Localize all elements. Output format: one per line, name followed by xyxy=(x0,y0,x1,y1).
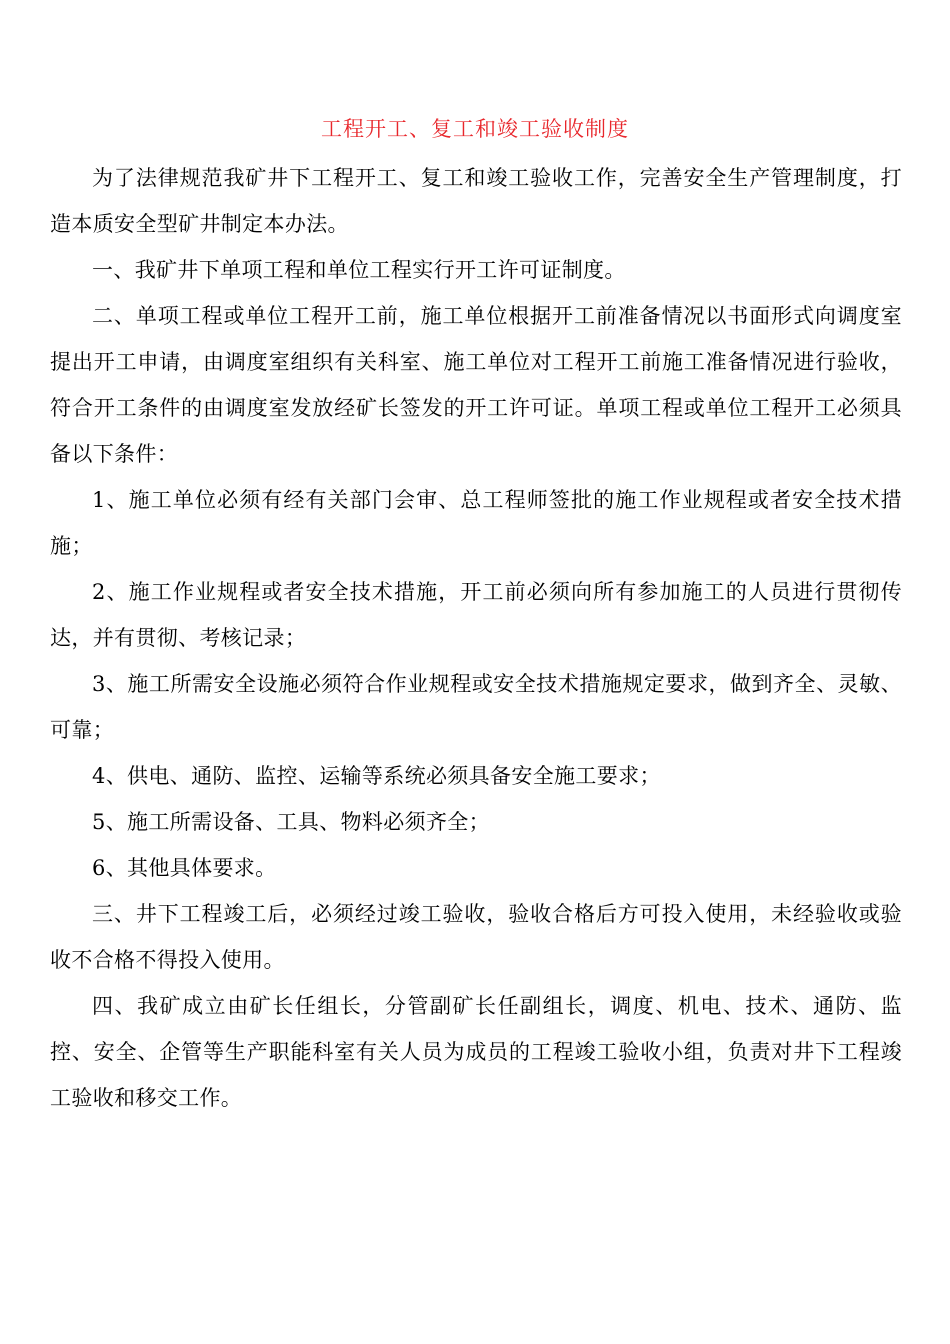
paragraph-condition-3: 3、施工所需安全设施必须符合作业规程或安全技术措施规定要求，做到齐全、灵敏、可靠； xyxy=(50,672,902,742)
paragraph-intro: 为了法律规范我矿井下工程开工、复工和竣工验收工作，完善安全生产管理制度，打造本质安全型矿井制定本办法。 xyxy=(50,166,902,236)
paragraph-condition-6: 6、其他具体要求。 xyxy=(92,856,277,880)
paragraph-condition-1: 1、施工单位必须有经有关部门会审、总工程师签批的施工作业规程或者安全技术措施； xyxy=(50,488,902,558)
document-title: 工程开工、复工和竣工验收制度 xyxy=(321,117,629,141)
document-body xyxy=(50,155,902,1121)
paragraph-section-3: 三、井下工程竣工后，必须经过竣工验收，验收合格后方可投入使用，未经验收或验收不合格不得投入使用。 xyxy=(50,902,902,972)
paragraph-condition-5: 5、施工所需设备、工具、物料必须齐全； xyxy=(92,810,491,834)
paragraph-condition-4: 4、供电、通防、监控、运输等系统必须具备安全施工要求； xyxy=(92,764,661,788)
paragraph-condition-2: 2、施工作业规程或者安全技术措施，开工前必须向所有参加施工的人员进行贯彻传达，并有贯彻、考核记录； xyxy=(50,580,902,650)
paragraph-section-2: 二、单项工程或单位工程开工前，施工单位根据开工前准备情况以书面形式向调度室提出开工申请，由调度室组织有关科室、施工单位对工程开工前施工准备情况进行验收，符合开工条件的由调度室发放经矿长签发的开工许可证。单项工程或单位工程开工必须具备以下条件： xyxy=(50,304,902,466)
paragraph-section-4: 四、我矿成立由矿长任组长，分管副矿长任副组长，调度、机电、技术、通防、监控、安全、企管等生产职能科室有关人员为成员的工程竣工验收小组，负责对井下工程竣工验收和移交工作。 xyxy=(50,994,902,1110)
paragraph-section-1: 一、我矿井下单项工程和单位工程实行开工许可证制度。 xyxy=(92,258,626,282)
